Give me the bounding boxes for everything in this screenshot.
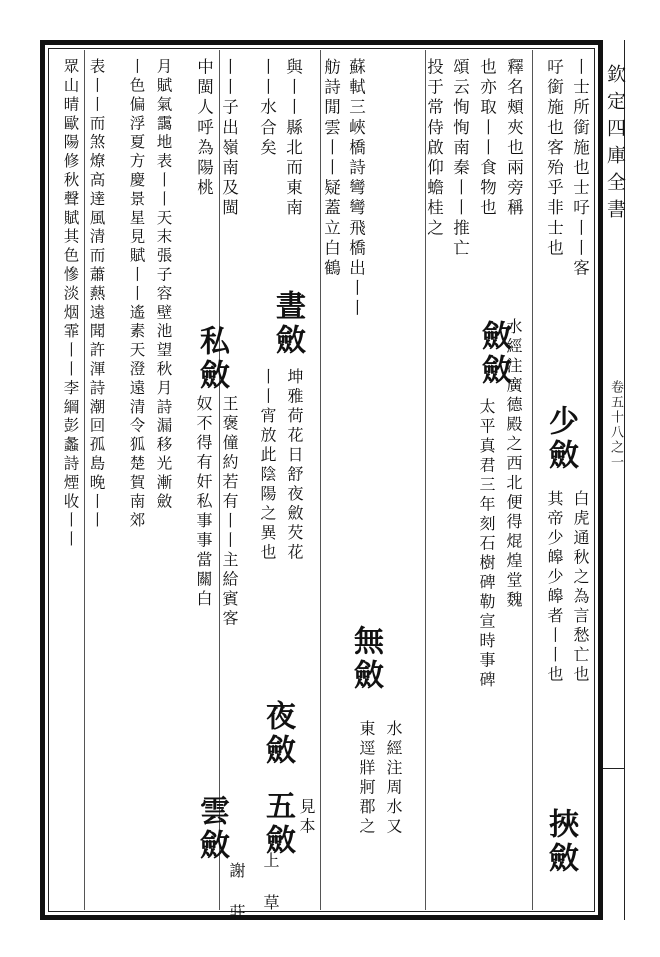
column-divider [532, 50, 533, 910]
note-zhou-2: 丨丨宵放此陰陽之異也 [258, 368, 277, 563]
text-column-11: 丨丨子出嶺南及閩 [219, 58, 239, 219]
text-column-4: 也亦取丨丨食物也 [477, 58, 497, 219]
headword-lian: 斂斂 [476, 320, 511, 388]
text-column-2: 吇銜施也客殆乎非士也 [544, 58, 564, 259]
headword-wulian: 五斂 [260, 790, 295, 858]
headword-si: 私斂 [194, 325, 229, 393]
headword-wu: 無斂 [348, 625, 383, 693]
headword-xie: 挾斂 [543, 808, 578, 876]
volume-label: 卷五十八之一 [608, 380, 623, 470]
text-column-10: 丨丨水合矣 [257, 58, 277, 159]
text-column-5: 頌云恂恂南秦丨丨推亡 [450, 58, 470, 259]
note-zhou-1: 坤雅荷花日舒夜斂芡花 [285, 368, 304, 563]
text-column-3: 釋名頰夾也兩旁稱 [504, 58, 524, 219]
note-ye: 見本 [297, 798, 316, 837]
book-title: 欽定四庫全書 [604, 64, 626, 226]
text-column-15: 表丨丨而煞燎高達風清而蕭爇遠聞許渾詩潮回孤島晚丨丨 [87, 58, 106, 531]
note-si-1: 王褒僮約若有丨丨主給賓客 [220, 395, 239, 629]
text-column-8: 舫詩閒雲丨丨疑蓋立白鶴 [321, 58, 341, 280]
note-wu-2: 水經注周水又 [384, 720, 403, 837]
column-divider [320, 50, 321, 910]
headword-ye: 夜斂 [260, 700, 295, 768]
text-column-7: 蘇軾三峽橋詩彎彎飛橋出丨丨 [346, 58, 366, 320]
note-yun: 謝 莊 [227, 862, 246, 924]
text-column-9: 與丨丨縣北而東南 [283, 58, 303, 219]
column-divider [84, 50, 85, 910]
text-column-6: 投于常侍啟仰蟾桂之 [424, 58, 444, 239]
note-wulian: 上 草 [261, 852, 280, 914]
note-shao-2: 其帝少皞少皞者丨丨也 [545, 490, 564, 685]
note-lian-2: 太平真君三年刻石樹碑勒宣時事碑 [477, 398, 496, 691]
note-lian-1: 水經注廣德殿之西北便得焜煌堂魏 [504, 318, 523, 611]
note-si-2: 奴不得有奸私事事當關白 [194, 395, 213, 610]
text-column-13: 月賦氣靄地表丨丨天末張子容壁池望秋月詩漏移光漸斂 [154, 58, 173, 512]
headword-zhou: 晝斂 [270, 290, 305, 358]
headword-yun: 雲斂 [194, 795, 229, 863]
banner-divider [603, 768, 625, 769]
note-wu-3: 東逕牂牁郡之 [357, 720, 376, 837]
note-shao-1: 白虎通秋之為言愁亡也 [571, 490, 590, 685]
text-column-14: 丨色偏浮夏方慶景星見賦丨丨遙素天澄遠清令狐楚賀南郊 [127, 58, 146, 531]
text-column-12: 中閩人呼為陽桃 [194, 58, 214, 199]
text-column-16: 眾山晴歐陽修秋聲賦其色慘淡烟霏丨丨李綱彭蠡詩煙收丨丨 [61, 58, 80, 550]
headword-shao: 少斂 [543, 405, 578, 473]
text-column-1: 丨士所銜施也士吇丨丨客 [570, 58, 590, 280]
